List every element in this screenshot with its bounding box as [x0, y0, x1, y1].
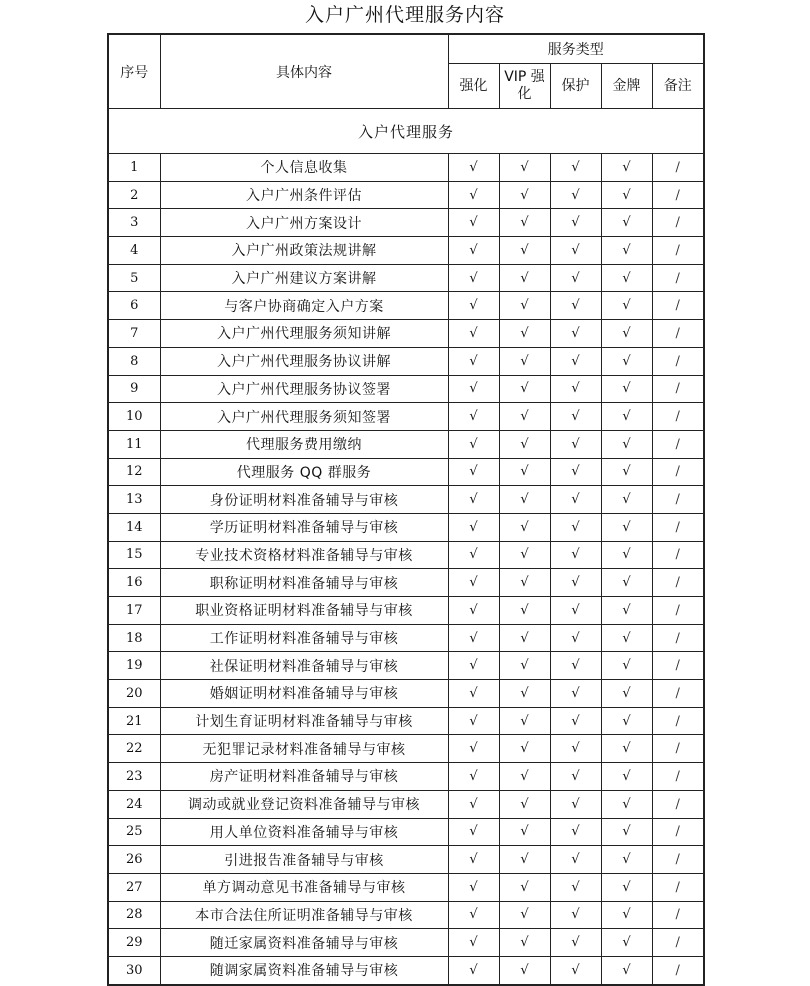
row-note: / — [652, 680, 704, 708]
mark-jinpai-check: √ — [601, 873, 652, 901]
row-content: 随调家属资料准备辅导与审核 — [160, 956, 448, 984]
mark-qianghua-check: √ — [448, 790, 499, 818]
table-row — [108, 264, 704, 292]
mark-vip-check: √ — [499, 652, 550, 680]
mark-vip-check: √ — [499, 763, 550, 791]
mark-qianghua-check: √ — [448, 929, 499, 957]
table-row — [108, 320, 704, 348]
row-number: 9 — [108, 375, 160, 403]
mark-jinpai-check: √ — [601, 624, 652, 652]
mark-jinpai-check: √ — [601, 181, 652, 209]
mark-baohu-check: √ — [550, 790, 601, 818]
mark-jinpai-check: √ — [601, 347, 652, 375]
row-number: 7 — [108, 320, 160, 348]
mark-vip-check: √ — [499, 818, 550, 846]
row-note: / — [652, 237, 704, 265]
mark-jinpai-check: √ — [601, 735, 652, 763]
table-row — [108, 458, 704, 486]
row-content: 房产证明材料准备辅导与审核 — [160, 763, 448, 791]
row-content: 职业资格证明材料准备辅导与审核 — [160, 597, 448, 625]
row-note: / — [652, 292, 704, 320]
row-note: / — [652, 873, 704, 901]
table-row — [108, 763, 704, 791]
row-note: / — [652, 347, 704, 375]
mark-baohu-check: √ — [550, 956, 601, 984]
mark-jinpai-check: √ — [601, 569, 652, 597]
mark-vip-check: √ — [499, 347, 550, 375]
table-row — [108, 154, 704, 182]
table-row — [108, 901, 704, 929]
mark-qianghua-check: √ — [448, 403, 499, 431]
mark-baohu-check: √ — [550, 652, 601, 680]
mark-vip-check: √ — [499, 735, 550, 763]
row-content: 用人单位资料准备辅导与审核 — [160, 818, 448, 846]
row-note: / — [652, 818, 704, 846]
mark-vip-check: √ — [499, 181, 550, 209]
mark-qianghua-check: √ — [448, 486, 499, 514]
mark-qianghua-check: √ — [448, 209, 499, 237]
mark-qianghua-check: √ — [448, 818, 499, 846]
mark-qianghua-check: √ — [448, 513, 499, 541]
header-content: 具体内容 — [160, 34, 448, 109]
mark-jinpai-check: √ — [601, 209, 652, 237]
mark-baohu-check: √ — [550, 209, 601, 237]
mark-qianghua-check: √ — [448, 680, 499, 708]
row-number: 26 — [108, 846, 160, 874]
table-row — [108, 956, 704, 984]
row-number: 24 — [108, 790, 160, 818]
mark-baohu-check: √ — [550, 458, 601, 486]
mark-jinpai-check: √ — [601, 541, 652, 569]
mark-qianghua-check: √ — [448, 320, 499, 348]
row-number: 17 — [108, 597, 160, 625]
row-note: / — [652, 375, 704, 403]
row-content: 与客户协商确定入户方案 — [160, 292, 448, 320]
mark-vip-check: √ — [499, 209, 550, 237]
row-note: / — [652, 209, 704, 237]
mark-jinpai-check: √ — [601, 901, 652, 929]
row-content: 职称证明材料准备辅导与审核 — [160, 569, 448, 597]
mark-baohu-check: √ — [550, 347, 601, 375]
table-row — [108, 624, 704, 652]
mark-qianghua-check: √ — [448, 956, 499, 984]
table-row — [108, 873, 704, 901]
mark-baohu-check: √ — [550, 929, 601, 957]
mark-qianghua-check: √ — [448, 237, 499, 265]
mark-qianghua-check: √ — [448, 901, 499, 929]
mark-baohu-check: √ — [550, 403, 601, 431]
mark-jinpai-check: √ — [601, 403, 652, 431]
row-content: 婚姻证明材料准备辅导与审核 — [160, 680, 448, 708]
document-title: 入户广州代理服务内容 — [304, 4, 505, 26]
row-number: 23 — [108, 763, 160, 791]
mark-baohu-check: √ — [550, 707, 601, 735]
mark-baohu-check: √ — [550, 735, 601, 763]
table-row — [108, 846, 704, 874]
mark-baohu-check: √ — [550, 818, 601, 846]
mark-qianghua-check: √ — [448, 292, 499, 320]
table-row — [108, 292, 704, 320]
row-note: / — [652, 181, 704, 209]
row-number: 1 — [108, 154, 160, 182]
row-note: / — [652, 790, 704, 818]
row-number: 10 — [108, 403, 160, 431]
mark-jinpai-check: √ — [601, 375, 652, 403]
mark-vip-check: √ — [499, 264, 550, 292]
table-row — [108, 430, 704, 458]
row-number: 3 — [108, 209, 160, 237]
row-number: 18 — [108, 624, 160, 652]
mark-jinpai-check: √ — [601, 264, 652, 292]
mark-jinpai-check: √ — [601, 320, 652, 348]
row-content: 入户广州代理服务协议签署 — [160, 375, 448, 403]
mark-jinpai-check: √ — [601, 292, 652, 320]
mark-vip-check: √ — [499, 237, 550, 265]
row-note: / — [652, 901, 704, 929]
mark-vip-check: √ — [499, 597, 550, 625]
mark-baohu-check: √ — [550, 541, 601, 569]
mark-baohu-check: √ — [550, 486, 601, 514]
table-row — [108, 486, 704, 514]
row-number: 21 — [108, 707, 160, 735]
table-body — [108, 109, 704, 985]
table-row — [108, 513, 704, 541]
row-number: 2 — [108, 181, 160, 209]
row-number: 5 — [108, 264, 160, 292]
mark-vip-check: √ — [499, 292, 550, 320]
mark-baohu-check: √ — [550, 763, 601, 791]
mark-vip-check: √ — [499, 320, 550, 348]
row-content: 身份证明材料准备辅导与审核 — [160, 486, 448, 514]
mark-qianghua-check: √ — [448, 154, 499, 182]
mark-baohu-check: √ — [550, 597, 601, 625]
row-content: 学历证明材料准备辅导与审核 — [160, 513, 448, 541]
row-content: 本市合法住所证明准备辅导与审核 — [160, 901, 448, 929]
row-content: 入户广州条件评估 — [160, 181, 448, 209]
row-number: 6 — [108, 292, 160, 320]
header-seq: 序号 — [108, 34, 160, 109]
row-content: 入户广州建议方案讲解 — [160, 264, 448, 292]
mark-vip-check: √ — [499, 901, 550, 929]
mark-jinpai-check: √ — [601, 763, 652, 791]
row-content: 入户广州代理服务须知签署 — [160, 403, 448, 431]
table-row — [108, 541, 704, 569]
header-type-jinpai: 金牌 — [601, 64, 652, 109]
mark-qianghua-check: √ — [448, 763, 499, 791]
row-note: / — [652, 929, 704, 957]
row-note: / — [652, 763, 704, 791]
mark-qianghua-check: √ — [448, 264, 499, 292]
row-note: / — [652, 486, 704, 514]
mark-jinpai-check: √ — [601, 513, 652, 541]
row-number: 27 — [108, 873, 160, 901]
table-row — [108, 569, 704, 597]
row-number: 8 — [108, 347, 160, 375]
table-row — [108, 680, 704, 708]
mark-jinpai-check: √ — [601, 707, 652, 735]
row-number: 30 — [108, 956, 160, 984]
mark-qianghua-check: √ — [448, 652, 499, 680]
mark-vip-check: √ — [499, 403, 550, 431]
mark-baohu-check: √ — [550, 680, 601, 708]
mark-vip-check: √ — [499, 486, 550, 514]
mark-qianghua-check: √ — [448, 873, 499, 901]
mark-qianghua-check: √ — [448, 375, 499, 403]
mark-jinpai-check: √ — [601, 154, 652, 182]
table-row — [108, 237, 704, 265]
table-row — [108, 735, 704, 763]
row-note: / — [652, 956, 704, 984]
row-note: / — [652, 846, 704, 874]
row-note: / — [652, 541, 704, 569]
row-number: 29 — [108, 929, 160, 957]
row-note: / — [652, 430, 704, 458]
row-content: 调动或就业登记资料准备辅导与审核 — [160, 790, 448, 818]
row-note: / — [652, 264, 704, 292]
mark-qianghua-check: √ — [448, 458, 499, 486]
mark-vip-check: √ — [499, 929, 550, 957]
row-note: / — [652, 652, 704, 680]
mark-vip-check: √ — [499, 624, 550, 652]
mark-qianghua-check: √ — [448, 347, 499, 375]
mark-baohu-check: √ — [550, 430, 601, 458]
row-content: 专业技术资格材料准备辅导与审核 — [160, 541, 448, 569]
table-row — [108, 818, 704, 846]
row-content: 计划生育证明材料准备辅导与审核 — [160, 707, 448, 735]
mark-jinpai-check: √ — [601, 237, 652, 265]
table-row — [108, 790, 704, 818]
header-type-beizhu: 备注 — [652, 64, 704, 109]
header-service-type: 服务类型 — [448, 34, 704, 64]
row-content: 代理服务 QQ 群服务 — [160, 458, 448, 486]
row-note: / — [652, 154, 704, 182]
mark-qianghua-check: √ — [448, 597, 499, 625]
table-header — [108, 34, 704, 109]
row-content: 单方调动意见书准备辅导与审核 — [160, 873, 448, 901]
mark-vip-check: √ — [499, 458, 550, 486]
row-content: 引进报告准备辅导与审核 — [160, 846, 448, 874]
table-row — [108, 597, 704, 625]
table-row — [108, 403, 704, 431]
mark-qianghua-check: √ — [448, 569, 499, 597]
service-table — [107, 33, 705, 986]
row-content: 随迁家属资料准备辅导与审核 — [160, 929, 448, 957]
row-note: / — [652, 458, 704, 486]
row-number: 12 — [108, 458, 160, 486]
section-title: 入户代理服务 — [108, 109, 704, 154]
row-content: 个人信息收集 — [160, 154, 448, 182]
row-number: 4 — [108, 237, 160, 265]
mark-vip-check: √ — [499, 790, 550, 818]
mark-jinpai-check: √ — [601, 929, 652, 957]
mark-qianghua-check: √ — [448, 735, 499, 763]
table-row — [108, 929, 704, 957]
mark-qianghua-check: √ — [448, 624, 499, 652]
row-note: / — [652, 513, 704, 541]
mark-qianghua-check: √ — [448, 430, 499, 458]
mark-baohu-check: √ — [550, 513, 601, 541]
row-content: 入户广州代理服务协议讲解 — [160, 347, 448, 375]
mark-vip-check: √ — [499, 956, 550, 984]
mark-baohu-check: √ — [550, 237, 601, 265]
mark-vip-check: √ — [499, 707, 550, 735]
mark-baohu-check: √ — [550, 846, 601, 874]
mark-vip-check: √ — [499, 846, 550, 874]
row-note: / — [652, 569, 704, 597]
mark-qianghua-check: √ — [448, 707, 499, 735]
row-note: / — [652, 403, 704, 431]
table-row — [108, 181, 704, 209]
mark-vip-check: √ — [499, 541, 550, 569]
row-note: / — [652, 735, 704, 763]
row-number: 16 — [108, 569, 160, 597]
row-number: 14 — [108, 513, 160, 541]
mark-jinpai-check: √ — [601, 680, 652, 708]
row-content: 工作证明材料准备辅导与审核 — [160, 624, 448, 652]
mark-baohu-check: √ — [550, 375, 601, 403]
mark-jinpai-check: √ — [601, 652, 652, 680]
mark-baohu-check: √ — [550, 181, 601, 209]
mark-jinpai-check: √ — [601, 846, 652, 874]
row-content: 入户广州方案设计 — [160, 209, 448, 237]
row-number: 25 — [108, 818, 160, 846]
row-number: 13 — [108, 486, 160, 514]
row-content: 社保证明材料准备辅导与审核 — [160, 652, 448, 680]
row-note: / — [652, 707, 704, 735]
row-content: 无犯罪记录材料准备辅导与审核 — [160, 735, 448, 763]
row-content: 入户广州政策法规讲解 — [160, 237, 448, 265]
mark-jinpai-check: √ — [601, 790, 652, 818]
header-type-vip: VIP 强化 — [499, 64, 550, 109]
row-note: / — [652, 597, 704, 625]
mark-qianghua-check: √ — [448, 181, 499, 209]
mark-vip-check: √ — [499, 873, 550, 901]
mark-baohu-check: √ — [550, 873, 601, 901]
mark-baohu-check: √ — [550, 569, 601, 597]
mark-jinpai-check: √ — [601, 956, 652, 984]
mark-jinpai-check: √ — [601, 597, 652, 625]
mark-vip-check: √ — [499, 569, 550, 597]
mark-vip-check: √ — [499, 680, 550, 708]
mark-baohu-check: √ — [550, 320, 601, 348]
row-number: 22 — [108, 735, 160, 763]
table-row — [108, 707, 704, 735]
header-type-qianghua: 强化 — [448, 64, 499, 109]
mark-baohu-check: √ — [550, 154, 601, 182]
table-row — [108, 209, 704, 237]
table-row — [108, 375, 704, 403]
mark-vip-check: √ — [499, 375, 550, 403]
mark-jinpai-check: √ — [601, 818, 652, 846]
row-number: 20 — [108, 680, 160, 708]
table-row — [108, 652, 704, 680]
row-number: 19 — [108, 652, 160, 680]
row-content: 代理服务费用缴纳 — [160, 430, 448, 458]
mark-qianghua-check: √ — [448, 541, 499, 569]
row-note: / — [652, 624, 704, 652]
mark-vip-check: √ — [499, 430, 550, 458]
row-number: 28 — [108, 901, 160, 929]
mark-baohu-check: √ — [550, 264, 601, 292]
mark-baohu-check: √ — [550, 624, 601, 652]
row-note: / — [652, 320, 704, 348]
table-row — [108, 347, 704, 375]
mark-baohu-check: √ — [550, 292, 601, 320]
mark-vip-check: √ — [499, 154, 550, 182]
mark-vip-check: √ — [499, 513, 550, 541]
mark-jinpai-check: √ — [601, 430, 652, 458]
mark-jinpai-check: √ — [601, 486, 652, 514]
row-number: 11 — [108, 430, 160, 458]
row-number: 15 — [108, 541, 160, 569]
row-content: 入户广州代理服务须知讲解 — [160, 320, 448, 348]
header-type-baohu: 保护 — [550, 64, 601, 109]
mark-qianghua-check: √ — [448, 846, 499, 874]
mark-jinpai-check: √ — [601, 458, 652, 486]
mark-baohu-check: √ — [550, 901, 601, 929]
